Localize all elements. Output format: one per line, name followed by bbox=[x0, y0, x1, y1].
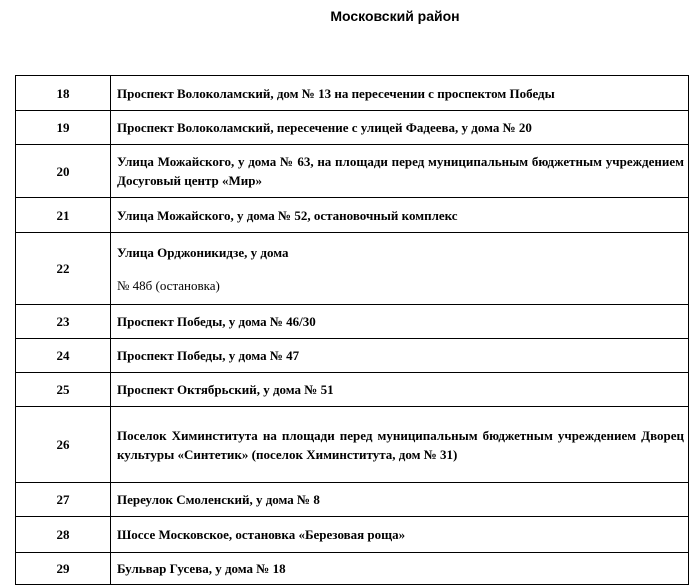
row-number: 20 bbox=[16, 145, 111, 198]
table-row bbox=[16, 145, 689, 198]
row-number: 29 bbox=[16, 553, 111, 585]
row-number: 19 bbox=[16, 111, 111, 145]
row-number: 26 bbox=[16, 407, 111, 483]
table-row bbox=[16, 553, 689, 585]
row-address: Проспект Волоколамский, пересечение с улицей Фадеева, у дома № 20 bbox=[111, 111, 689, 145]
row-number: 25 bbox=[16, 373, 111, 407]
row-address: Улица Можайского, у дома № 52, остановочный комплекс bbox=[111, 198, 689, 233]
row-address: Поселок Химинститута на площади перед муниципальным бюджетным учреждением Дворец культуры «Синтетик» (поселок Химинститута, дом № 31) bbox=[111, 407, 689, 483]
row-address-cell bbox=[111, 233, 689, 305]
address-table bbox=[15, 75, 689, 585]
page-title: Московский район bbox=[330, 8, 460, 24]
table-row bbox=[16, 407, 689, 483]
row-number: 27 bbox=[16, 483, 111, 517]
row-number: 23 bbox=[16, 305, 111, 339]
row-address: Переулок Смоленский, у дома № 8 bbox=[111, 483, 689, 517]
row-address: Проспект Волоколамский, дом № 13 на пересечении с проспектом Победы bbox=[111, 76, 689, 111]
row-address-extra: № 48б (остановка) bbox=[117, 277, 220, 293]
table-row bbox=[16, 483, 689, 517]
row-number: 18 bbox=[16, 76, 111, 111]
row-address: Проспект Победы, у дома № 46/30 bbox=[111, 305, 689, 339]
row-number: 22 bbox=[16, 233, 111, 305]
table-row bbox=[16, 233, 689, 305]
row-address: Проспект Октябрьский, у дома № 51 bbox=[111, 373, 689, 407]
row-address: Шоссе Московское, остановка «Березовая роща» bbox=[111, 517, 689, 553]
table-row bbox=[16, 111, 689, 145]
table-row bbox=[16, 305, 689, 339]
row-address: Проспект Победы, у дома № 47 bbox=[111, 339, 689, 373]
row-number: 24 bbox=[16, 339, 111, 373]
table-row bbox=[16, 198, 689, 233]
row-number: 21 bbox=[16, 198, 111, 233]
row-number: 28 bbox=[16, 517, 111, 553]
row-address: Улица Можайского, у дома № 63, на площади перед муниципальным бюджетным учреждением Досуговый центр «Мир» bbox=[111, 145, 689, 198]
table-row bbox=[16, 76, 689, 111]
row-address: Бульвар Гусева, у дома № 18 bbox=[111, 553, 689, 585]
table-row bbox=[16, 517, 689, 553]
row-address: Улица Орджоникидзе, у дома bbox=[117, 244, 289, 260]
table-row bbox=[16, 373, 689, 407]
table-row bbox=[16, 339, 689, 373]
